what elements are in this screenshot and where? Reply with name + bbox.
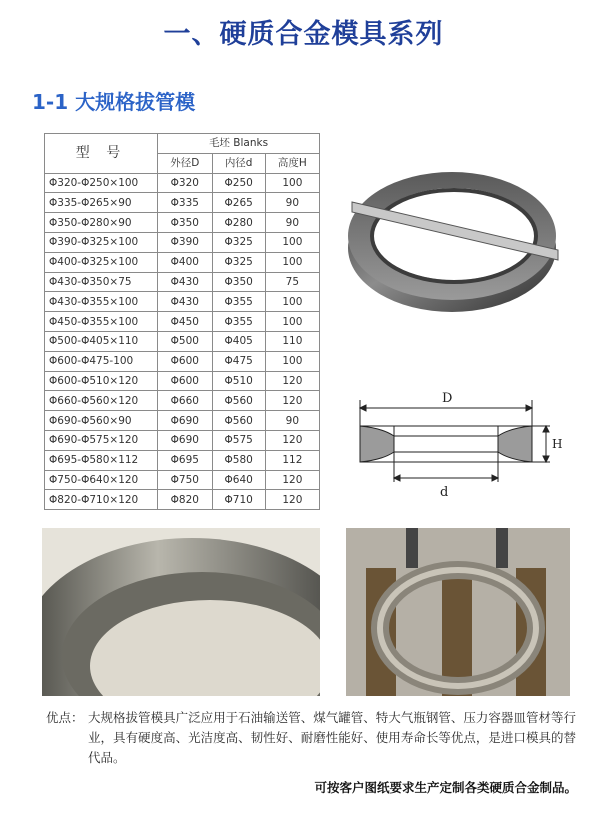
spec-table [44,133,320,510]
cell-height: 100 [265,292,319,312]
cell-model: Φ750-Φ640×120 [45,470,158,490]
cell-outer: Φ400 [158,252,213,272]
cell-outer: Φ500 [158,331,213,351]
ring-on-pallet-photo [346,528,570,696]
cell-model: Φ600-Φ475-100 [45,351,158,371]
cell-outer: Φ430 [158,292,213,312]
advantage-label: 优点： [46,710,84,725]
cell-outer: Φ320 [158,173,213,193]
ring-closeup-photo [42,528,320,696]
cell-outer: Φ390 [158,232,213,252]
cell-height: 120 [265,391,319,411]
inner-diameter-header: 内径d [212,153,265,173]
table-row [45,371,320,391]
cell-model: Φ500-Φ405×110 [45,331,158,351]
cell-height: 100 [265,232,319,252]
table-row [45,292,320,312]
cell-model: Φ430-Φ355×100 [45,292,158,312]
cell-height: 75 [265,272,319,292]
table-row [45,490,320,510]
cell-height: 100 [265,351,319,371]
cell-height: 120 [265,430,319,450]
cell-outer: Φ450 [158,312,213,332]
table-row [45,331,320,351]
footer-note: 可按客户图纸要求生产定制各类硬质合金制品。 [314,780,577,795]
cell-inner: Φ475 [212,351,265,371]
cell-outer: Φ335 [158,193,213,213]
cell-outer: Φ690 [158,411,213,431]
cell-height: 112 [265,450,319,470]
cell-inner: Φ355 [212,312,265,332]
cell-inner: Φ325 [212,232,265,252]
cell-model: Φ390-Φ325×100 [45,232,158,252]
cell-inner: Φ280 [212,213,265,233]
cell-inner: Φ710 [212,490,265,510]
cell-model: Φ690-Φ560×90 [45,411,158,431]
cross-section-drawing [336,378,568,508]
cell-height: 110 [265,331,319,351]
cell-model: Φ430-Φ350×75 [45,272,158,292]
cell-model: Φ695-Φ580×112 [45,450,158,470]
cell-outer: Φ430 [158,272,213,292]
blank-header: 毛坯 Blanks [158,134,320,154]
advantage-paragraph [46,708,576,768]
cell-inner: Φ350 [212,272,265,292]
cell-height: 90 [265,193,319,213]
table-row [45,252,320,272]
ring-product-photo [338,138,570,328]
cell-height: 120 [265,490,319,510]
cell-inner: Φ405 [212,331,265,351]
dim-outer-label: D [442,391,453,406]
cell-height: 100 [265,173,319,193]
dim-height-label: H [552,437,563,451]
advantage-text: 大规格拔管模具广泛应用于石油输送管、煤气罐管、特大气瓶钢管、压力容器皿管材等行业，具有硬度高、光洁度高、韧性好、耐磨性能好、使用寿命长等优点，是进口模具的替代品。 [88,710,576,765]
table-row [45,470,320,490]
cell-inner: Φ265 [212,193,265,213]
dim-inner-label: d [440,485,449,500]
table-row [45,193,320,213]
cell-model: Φ320-Φ250×100 [45,173,158,193]
spec-table-body [45,173,320,510]
cell-model: Φ450-Φ355×100 [45,312,158,332]
cell-model: Φ820-Φ710×120 [45,490,158,510]
cell-outer: Φ690 [158,430,213,450]
section-title: 1-1 大规格拔管模 [32,90,196,114]
height-header: 高度H [265,153,319,173]
cell-height: 100 [265,312,319,332]
table-row [45,391,320,411]
table-row [45,351,320,371]
model-header: 型 号 [45,134,158,174]
table-row [45,173,320,193]
cell-outer: Φ600 [158,371,213,391]
cell-model: Φ660-Φ560×120 [45,391,158,411]
cell-height: 90 [265,411,319,431]
table-row [45,430,320,450]
cell-outer: Φ350 [158,213,213,233]
cell-outer: Φ750 [158,470,213,490]
cell-outer: Φ600 [158,351,213,371]
cell-outer: Φ660 [158,391,213,411]
cell-model: Φ350-Φ280×90 [45,213,158,233]
cell-inner: Φ640 [212,470,265,490]
table-row [45,450,320,470]
cell-inner: Φ250 [212,173,265,193]
outer-diameter-header: 外径D [158,153,213,173]
cell-height: 120 [265,371,319,391]
cell-inner: Φ325 [212,252,265,272]
cell-inner: Φ560 [212,411,265,431]
cell-inner: Φ575 [212,430,265,450]
table-row [45,232,320,252]
cell-model: Φ335-Φ265×90 [45,193,158,213]
cell-outer: Φ695 [158,450,213,470]
cell-outer: Φ820 [158,490,213,510]
cell-inner: Φ580 [212,450,265,470]
table-row [45,312,320,332]
cell-model: Φ600-Φ510×120 [45,371,158,391]
cell-inner: Φ355 [212,292,265,312]
table-row [45,213,320,233]
cell-height: 100 [265,252,319,272]
cell-height: 90 [265,213,319,233]
page-title: 一、硬质合金模具系列 [163,19,444,50]
cell-inner: Φ510 [212,371,265,391]
cell-inner: Φ560 [212,391,265,411]
cell-height: 120 [265,470,319,490]
cell-model: Φ400-Φ325×100 [45,252,158,272]
cell-model: Φ690-Φ575×120 [45,430,158,450]
table-row [45,272,320,292]
table-row [45,411,320,431]
